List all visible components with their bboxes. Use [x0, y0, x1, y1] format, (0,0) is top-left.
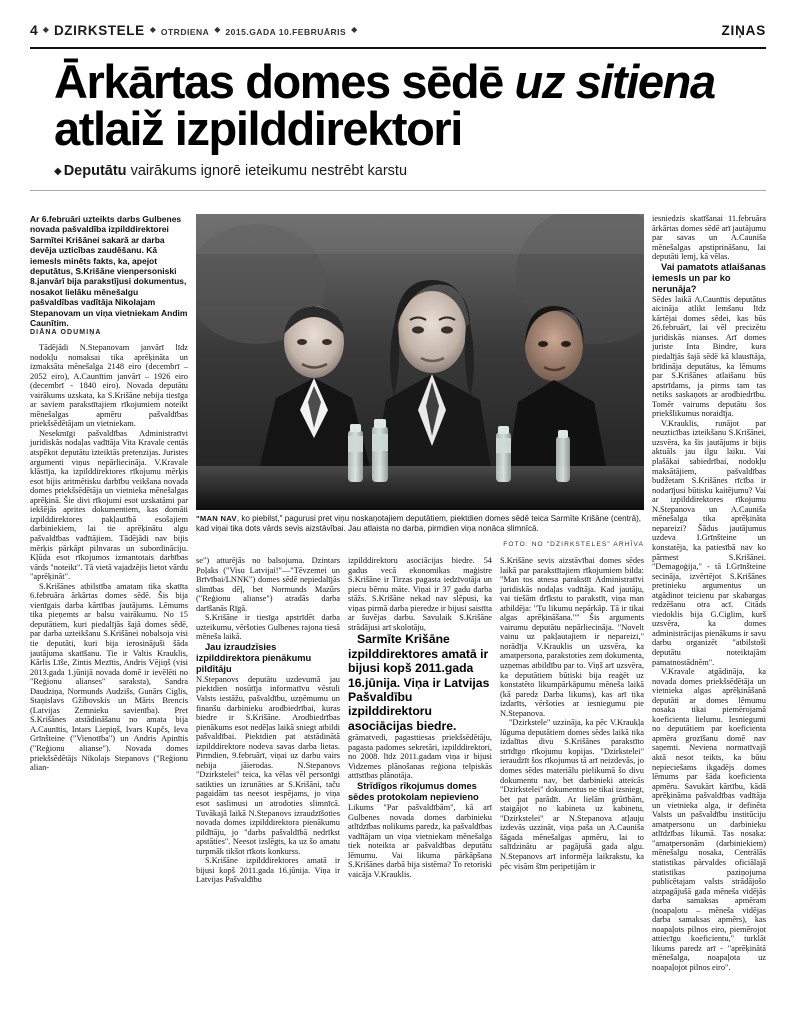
body-paragraph: V.Krauklis, runājot par neuzticības izteikšanu S.Krišānei, uzsvēra, ka šis jautājums ir bijis aktuāls jau ilgu laiku. Vai plašākai sabiedrībai, nodokļu maksātājiem, pašvaldības budžetam S.Krišānes rīcība ir nodarījusi būtisku kaitējumu? Vai ar izpilddirektores rīkojumu N.Stepanova un A.Cauniša mēnešalga tika aprēķināta nepareizi? Šādus jautājumus uzdeva I.Grīnšteine un konstatēja, ka patiesībā nav ko pārmest S.Krišānei. "Demagoģija," - tā I.Grīnšteine secināja, izvērtējot S.Krišānes pretinieku argumentus un atgādinot teicienu par skabargas redzēšanu otra acī. Citāds viedoklis bija G.Ciglim, kurš uzsvēra, ka domes administrācijas pienākums ir savu darbu organizēt "atbilstoši deputātu noteiktajām pamatnostādnēm".	[652, 418, 766, 667]
diamond-separator-icon: ◆	[42, 25, 49, 34]
issue-date: 2015.GADA 10.FEBRUĀRIS	[225, 27, 347, 37]
body-paragraph: S.Krišāne sevis aizstāvībai domes sēdes laikā par parakstītajiem rīkojumiem bilda: "Man tos atnesa parakstīt Administratīvi juridiskās nodaļas vadītāja. Kad jautāju, vai tiešām drīkstu to parakstīt, viņa man atbildēja: "Tu likumu nepārkāp. Tā ir tikai algas aprēķināšana."" Šis arguments vairumu deputātu nepārliecināja. "Novelt vainu uz pakļautajiem ir nepareizi," norādīja V.Krauklis un uzsvēra, ka amatpersona, parakstoties zem dokumenta, uzņemas atbildību par to. Viņš arī uzsvēra, ka deputātiem būtiski bija reaģēt uz konstatēto likumpārkāpumu mēneša laikā (kā paredz Darba likums), kas arī tika izdarīts, vēršoties ar iesniegumu pie N.Stepanova.	[500, 556, 644, 718]
headline-kicker	[54, 163, 766, 179]
diamond-separator-icon-4: ◆	[351, 25, 358, 34]
body-paragraph: iesniedzis skatīšanai 11.februāra ārkārtas domes sēdē arī jautājumu par savas un A.Cauniša mēnešalgas apstiprināšanu, lai deputāti lemj, kā vēlas.	[652, 214, 766, 262]
section-name: ZIŅAS	[721, 23, 766, 38]
section-subheading: Strīdīgos rīkojumus domes sēdes protokolam nepievieno	[348, 780, 479, 802]
section-subheading: Jau izraudzīsies izpilddirektora pienākumu pildītāju	[196, 641, 312, 674]
body-paragraph: N.Stepanovs deputātu uzdevumā jau piektdien nosūtīja informatīvu vēstuli Valsts iestāžu, pašvaldību, uzņēmumu un finanšu darbinieku arodbiedrībai, kuras biedre ir S.Krišāne. Arodbiedrības pienākums esot nedēļas laikā sniegt atbildi pašvaldībai. Piektdien pat atstādinātā izpilddirektore nodeva savas darba lietas. Pirmdien, 9.februārī, viņai uz darbu vairs nebija jāierodas. N.Stepanovs "Dzirkstelei" teica, ka vēlas vēl personīgi satikties un izrunāties ar S.Krišāni, taču pagaidām tas neesot iespējams, jo viņa esot saslimusi un atrodoties slimnīcā. Tuvākajā laikā N.Stepanovs izraudzīšoties novada domes izpilddirektora pienākumu pildītāju, jo "darbs pašvaldībā nedrīkst apstāties". Neesot izslēgts, ka uz šo amatu turpmāk tikšot rīkots konkurss.	[196, 674, 340, 856]
caption-lead-in: "MAN NAV	[196, 514, 237, 523]
page-title	[54, 55, 766, 155]
headline-line1-plain: Ārkārtas domes sēdē	[54, 55, 515, 108]
diamond-separator-icon-2: ◆	[149, 25, 156, 34]
body-paragraph: grāmatvedi, pagasttiesas priekšsēdētāju, pagasta padomes sekretāri, izpilddirektori, no 2008. līdz 2011.gadam viņa ir bijusi Vidzemes plānošanas reģiona telpiskās attīstības plānotāja.	[348, 733, 492, 781]
masthead-rule	[30, 47, 766, 49]
caption-text: , ko piebilst," pagurusi pret viņu noskaņotajiem deputātiem, piektdien domes sēdē teica Sarmīte Krišāne (centrā), kad viņai tika dots vārds sevis aizstāvībai. Jau atlaista no darba, pirmdien viņa nonāca slimnīcā.	[196, 514, 642, 534]
body-paragraph: S.Krišāne izpilddirektores amatā ir bijusi kopš 2011.gada 16.jūnija. Viņa ir Latvijas Pašvaldību	[196, 856, 340, 885]
weekday-label: OTRDIENA	[160, 27, 210, 37]
body-paragraph: Sēdes laikā A.Caunītis deputātus aicināja atlikt lemšanu līdz kārtējai domes sēdei, kas būs 26.februārī, lai vēl precizētu juridiskās nianses. Arī domes juriste Inta Bindre, kura piedalījās šajā sēdē kā klausītāja, brīdināja deputātus, ka lēmums par S.Krišānes atlaišanu būs apstrīdams, ja pirms tam tas netiks saskaņots ar arodbiedrību. Tomēr vairums deputātu šos priekšlikumus noraidīja.	[652, 294, 766, 419]
column-3	[348, 556, 492, 879]
headline-line1-italic: uz sitiena	[514, 55, 715, 108]
kicker-bold: Deputātu	[63, 163, 127, 179]
page-number: 4	[30, 22, 38, 38]
photo-illustration	[196, 214, 644, 510]
paper-name: DZIRKSTELE	[53, 23, 145, 38]
body-paragraph: Likums "Par pašvaldībām", kā arī Gulbenes novada domes darbinieku atlīdzības nolikums paredz, ka pašvaldības vadītājam un viņa vietniekam mēnešalga tiek noteikta ar pašvaldības deputātu lēmumu. Vai likuma pārkāpšana S.Krišānes darbā bija sistēma? To retoriski vaicāja V.Krauklis.	[348, 802, 492, 879]
body-paragraph: se") atturējās no balsojuma. Dzintars Poļaks ("Visu Latvijai!"—"Tēvzemei un Brīvībai/LNNK") domes sēdē nepiedalījās slimības dēļ, bet Normunds Mazūrs ("Reģionu alianse") atradās darba darīšanās Rīgā.	[196, 556, 340, 613]
headline-line2: atlaiž izpilddirektori	[54, 102, 462, 155]
column-5	[652, 214, 766, 973]
article-photo	[196, 214, 644, 510]
photo-caption	[196, 514, 644, 534]
kicker-diamond-icon: ◆	[54, 166, 62, 177]
body-paragraph: izpilddirektoru asociācijas biedre. 54 gadus vecā ekonomikas maģistre S.Krišāne ir Tirzas pagasta iedzīvotāja un piecu bērnu māte. Viņai ir 37 gadu darba stāžs. S.Krišāne nekad nav slēpusi, ka viņas pirmā darba pieredze ir bijusi saistīta ar šuvējas darbu. Savulaik S.Krišāne strādājusi arī skolotāju,	[348, 556, 492, 632]
pull-quote: Sarmīte Krišāne izpilddirektores amatā ir bijusi kopš 2011.gada 16.jūnija. Viņa ir Latvijas Pašvaldību izpilddirektoru asociācijas biedre.	[348, 632, 490, 733]
headline-rule	[30, 190, 766, 191]
photo-credit: FOTO: NO "DZIRKSTELES" ARHĪVA	[503, 541, 644, 548]
column-2	[196, 556, 340, 885]
body-paragraph: "Dzirkstele" uzzināja, ka pēc V.Kraukļa lūguma deputātiem domes sēdes laikā tika izdalītas divu S.Krišānes parakstīto strīdīgo rīkojumu kopijas. "Dzirkstelei" ieraudzīt šos rīkojumus tā arī neizdevās, jo domes sēdes materiālu pielikumā šo divu dokumentu nav, bet darbinieki atteicās "Dzirkstelei" dokumentus ne tikai izsniegt, bet pat parādīt. Ar lielām grūtībām, staigājot no kabineta uz kabinetu, "Dzirkstelei" ar N.Stepanova atļauju izdevās uzzināt, viņa paša un A.Cauniša šāgada mēnešalgas apmēru, lai to salīdzinātu ar pagājušā gada algu. N.Stepanovs arī informēja laikrakstu, ka pēc visām šīm peripetijām ir	[500, 718, 644, 871]
masthead	[30, 22, 766, 44]
body-paragraph: S.Krišāne ir tiesīga apstrīdēt darba uzteikumu, vēršoties Gulbenes rajona tiesā mēneša laikā.	[196, 613, 340, 642]
column-1	[30, 214, 188, 773]
byline: DIĀNA ODUMIŅA	[30, 329, 102, 337]
column-4	[500, 556, 644, 871]
body-paragraph: V.Kravale atgādināja, ka novada domes priekšsēdētāja un vietnieka algas aprēķināšanā deputāti ar domes lēmumu nosaka tikai piemērojamā koeficienta lielumu. Iesniegumi no deputātiem par koeficienta apmēra grozīšanu domē nav saņemti. Neviena normatīvajā aktā nesot teikts, ka būtu nepieciešams ikgadējs domes lēmums par šāda koeficienta apmēru. Savukārt kārtību, kādā aprēķināma pašvaldības vadītāja un vietnieka alga, ir definēta Valsts un pašvaldību institūciju amatpersonu un darbinieku atlīdzības likumā. Tas nosaka: "amatpersonām (darbiniekiem) mēnešalgu nosaka, Centrālās statistikas pārvaldes oficiālajā statistikas paziņojuma publicētajam valsts strādājošo aizpagājušā gada mēneša vidējās darba samaksas apmēram (noapaļotu – mēneša vidējas darba samaksas apmērs), kas noapaļots pilnos eiro, piemērojot attiecīgu koeficientu," turklāt likums paredz arī - "aprēķinātā mēnešalga, noapaļota uz noapaļojot pilnos eiro".	[652, 667, 766, 973]
masthead-left	[30, 22, 357, 38]
lead-paragraph: Ar 6.februāri uzteikts darbs Gulbenes novada pašvaldība izpilddirektorei Sarmītei Krišānei sakarā ar darba devēja uzticības zaudēšanu. Kā iemesls minēts fakts, ka, apejot deputātus, S.Krišāne vienpersoniski 8.janvārī bija parakstījusi dokumentus, nosakot lielāku mēnešalgu pašvaldības vadītāja Nikolajam Stepanovam un viņa vietniekam Andim Caunītim.	[30, 214, 188, 329]
body-paragraph: S.Krišānes atbilstība amatam tika skatīta 6.februāra ārkārtas domes sēdē. Šis bija vienīgais darba kārtības jautājums. Lēmums tika pieņemts ar balsu vairākumu. No 15 deputātiem, kuri piedalījās šajā domes sēdē, par darba uzteikšanu S.Krišānei nobalsoja visi tie deputāti, kuri bija ierosinājuši šāda jautājuma skatīšanu. Tie ir Valtis Krauklis, Kārlis Līše, Zintis Mezītis, Andris Vējiņš (visi 2013.gada 1.jūnijā novada domē ir ievēlēti no "Reģionu alianses" saraksta), Sandra Daudziņa, Normunds Audzišs, Gunārs Ciglis, Staņislavs Gžibovskis un Māris Brencis (Latvijas Zemnieku savienība). Pret S.Krišānes atstādināšanu no amata bija A.Caunītis, Intars Liepiņš, Ivars Kupčs, Ieva Grīnšteine ("Vienotība") un Andris Apinītis ("Reģionu alianse"). Novada domes priekšsēdētājs Nikolajs Stepanovs ("Reģionu alian-	[30, 581, 188, 773]
diamond-separator-icon-3: ◆	[214, 25, 221, 34]
body-paragraph: Nesekmīgi pašvaldības Administratīvi juridiskās nodaļas vadītāja Vita Kravale centās atspēkot deputātu izteiktās pretenzijas. Juristes argumenti viņus nepārliecināja. V.Kravale klāstīja, ka izpilddirektores rīkojumu mērķis esot bijis aritmētisku darbību veikšana novada domes priekšsēdētāja un vietnieka mēnešalgas aprēķinā. Šie divi rīkojumi esot uzskatāmi par iekšējās aprites dokumentiem, kas domāti izpilddirektores pakļautībā esošajiem darbiniekiem, lai tie aprēķinātu algu pašvaldības vadītājiem. Tādējādi nav bijis mērķis pārkāpt pilnvaras un subordināciju. Kļūda esot rīkojumos izmantotais darbības vārds "noteikt". Tā vietā vajadzējis lietot vārdu "aprēķināt".	[30, 428, 188, 582]
body-paragraph: Tādējādi N.Stepanovam janvārī līdz nodokļu nomaksai tika aprēķināta un izmaksāta mēnešalga 2148 eiro (decembrī – 2052 eiro), A.Caunītim janvārī – 1926 eiro (decembrī - 1840 eiro). Novada deputātu vairākums uzskata, ka S.Krišāne nebija tiesīga ar saviem parakstītajiem rīkojumiem noteikt mēnešalgas apmēru pašvaldības priekšsēdētājam un vietniekam.	[30, 343, 188, 429]
kicker-rest: vairākums ignorē ieteikumu nestrēbt karstu	[126, 163, 408, 179]
section-subheading: Vai pamatots atlaišanas iemesls un par ko nerunāja?	[652, 261, 766, 294]
